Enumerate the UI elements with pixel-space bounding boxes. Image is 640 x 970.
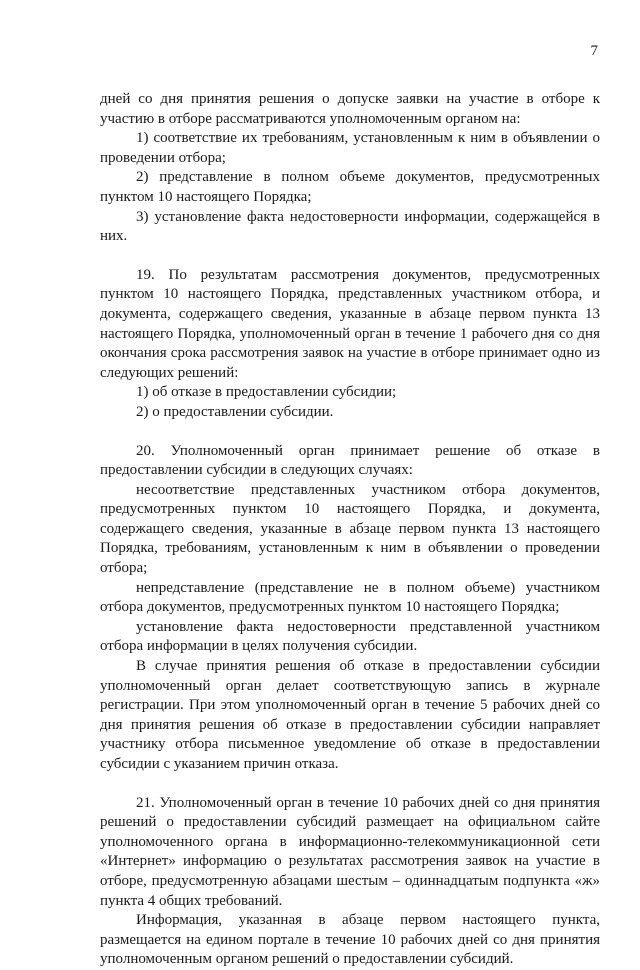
clause-19-option-1: 1) об отказе в предоставлении субсидии; (136, 384, 397, 401)
document-body (100, 90, 600, 970)
clause-19: 19. По результатам рассмотрения документов, предусмотренных пунктом 10 настоящего Порядка, представленных участником отбора, и документа, содержащего сведения, указанные в абзаце первом пункта 13 настоящего Порядка, уполномоченный орган в течение 1 рабочего дня со дня окончания срока рассмотрения заявок на участие в отборе принимает одно из следующих решений: (100, 266, 600, 381)
list-item-1: 1) соответствие их требованиям, установленным к ним в объявлении о проведении отбора; (100, 130, 600, 166)
clause-20-case-3: установление факта недостоверности представленной участником отбора информации в целях получения субсидии. (100, 618, 600, 655)
paragraph-continuation: дней со дня принятия решения о допуске заявки на участие в отборе к участию в отборе рассматриваются уполномоченным органом на: (100, 91, 600, 127)
list-item-3: 3) установление факта недостоверности информации, содержащейся в них. (100, 208, 600, 245)
clause-20: 20. Уполномоченный орган принимает решение об отказе в предоставлении субсидии в следующих случаях: (100, 442, 600, 479)
clause-19-option-2: 2) о предоставлении субсидии. (136, 403, 334, 420)
clause-21: 21. Уполномоченный орган в течение 10 рабочих дней со дня принятия решений о предоставлении субсидий размещает на официальном сайте уполномоченного органа в информационно-телекоммуникационной сети «Интернет» информацию о результатах рассмотрения заявок на участие в отборе, предусмотренную абзацами шестым – одиннадцатым подпункта «ж» пункта 4 общих требований. (100, 794, 600, 909)
clause-21-portal-info: Информация, указанная в абзаце первом настоящего пункта, размещается на едином портале в течение 10 рабочих дней со дня принятия уполномоченным органом решений о предоставлении субсидий. (100, 912, 600, 968)
page-number: 7 (590, 43, 598, 59)
list-item-2: 2) представление в полном объеме документов, предусмотренных пунктом 10 настоящего Порядка; (100, 169, 600, 205)
clause-20-case-1: несоответствие представленных участником отбора документов, предусмотренных пунктом 10 настоящего Порядка, и документа, содержащего сведения, указанные в абзаце первом пункта 13 настоящего Порядка, требованиям, установленным к ним в объявлении о проведении отбора; (100, 481, 600, 577)
clause-20-case-2: непредставление (представление не в полном объеме) участником отбора документов, предусмотренных пунктом 10 настоящего Порядка; (100, 579, 600, 616)
clause-20-refusal-notice: В случае принятия решения об отказе в предоставлении субсидии уполномоченный орган делает соответствующую запись в журнале регистрации. При этом уполномоченный орган в течение 5 рабочих дней со дня принятия решения об отказе в предоставлении субсидии направляет участнику отбора письменное уведомление об отказе в предоставлении субсидии с указанием причин отказа. (100, 658, 600, 772)
